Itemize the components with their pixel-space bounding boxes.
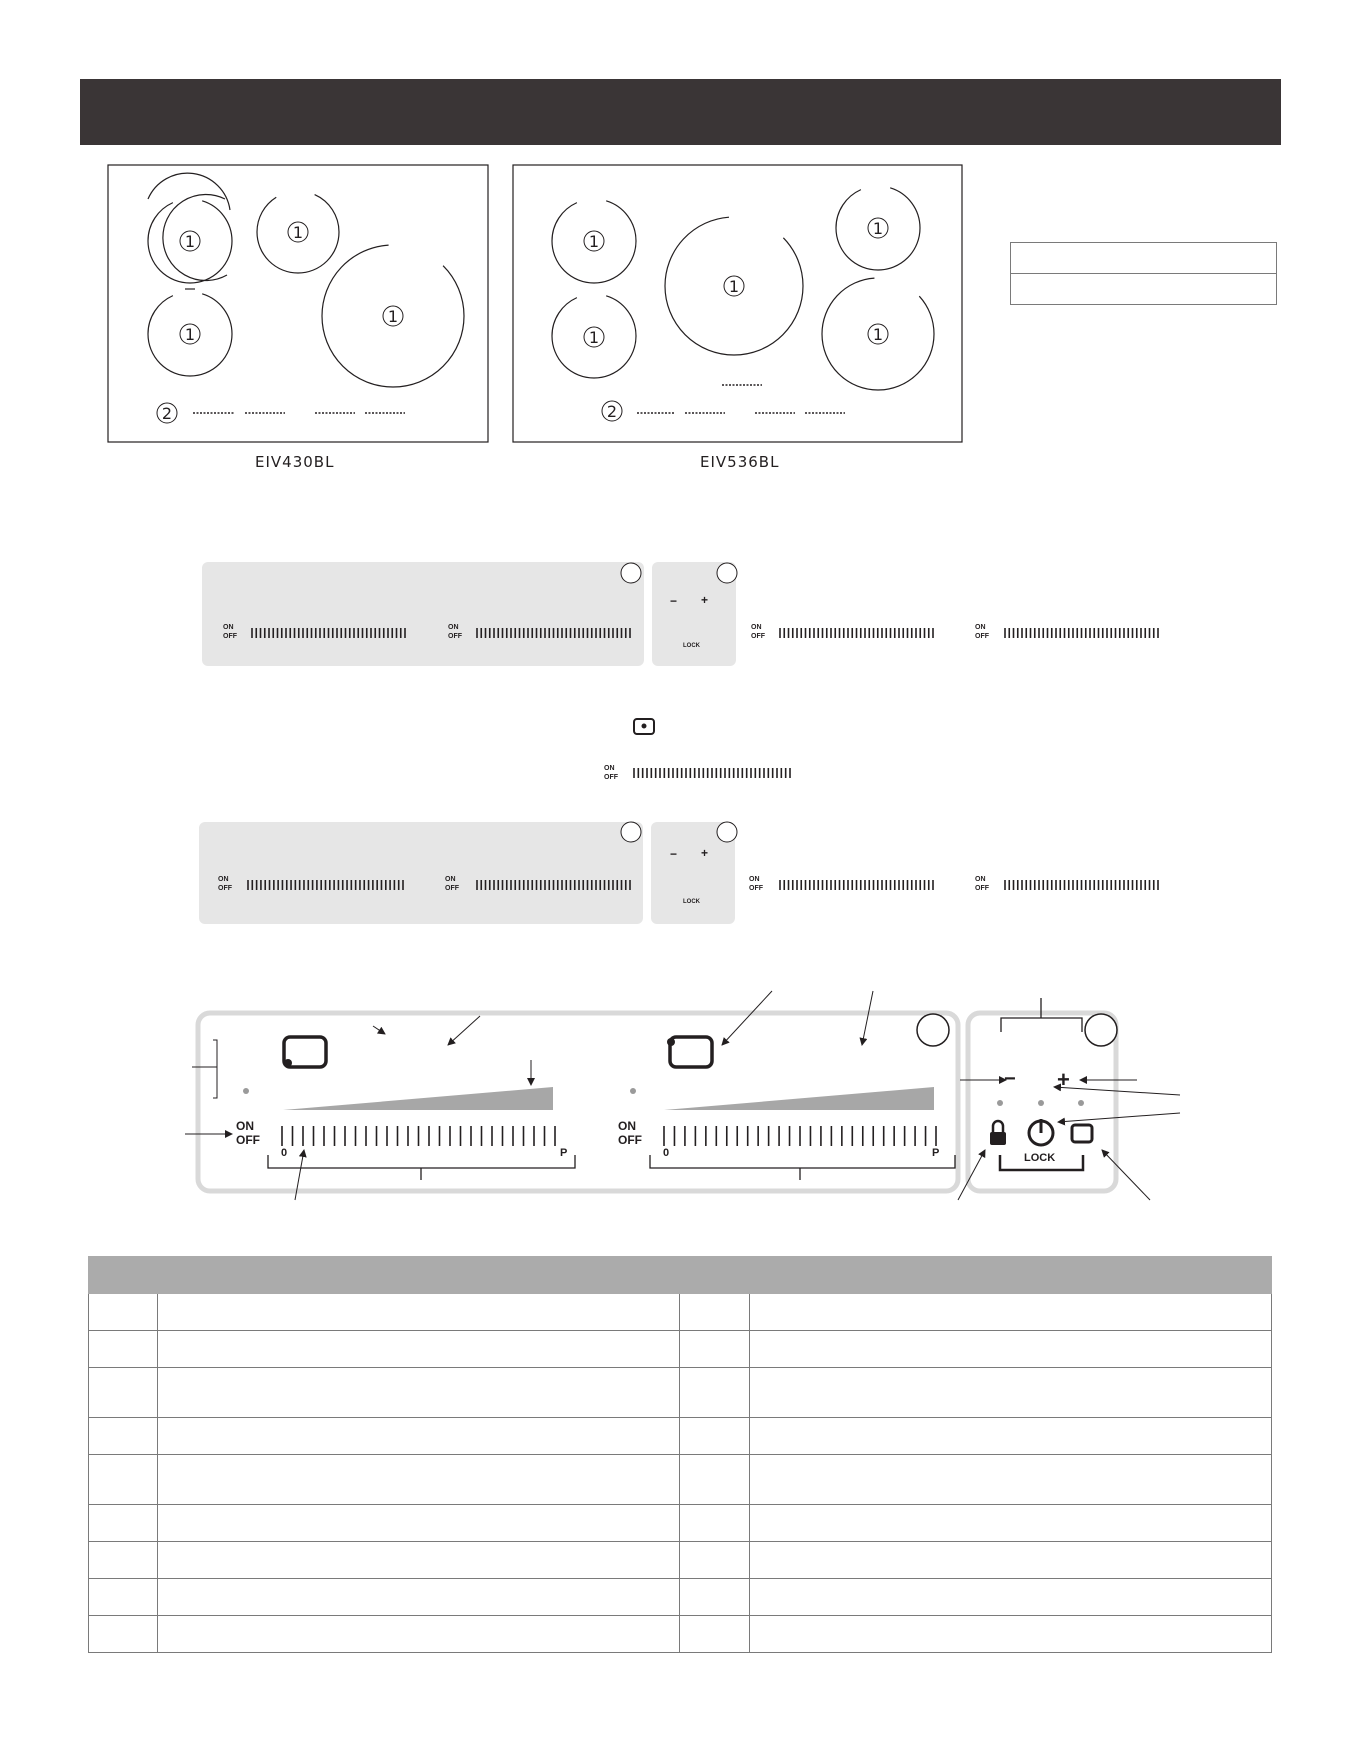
slider-max-label: P bbox=[560, 1147, 568, 1159]
spec-table-cell bbox=[158, 1579, 680, 1616]
spec-table-cell bbox=[158, 1616, 680, 1653]
side-legend-row bbox=[1011, 243, 1276, 274]
spec-table-cell bbox=[749, 1579, 1271, 1616]
spec-table-cell bbox=[680, 1455, 749, 1505]
zone-label: 1 bbox=[728, 277, 740, 296]
spec-table-cell bbox=[680, 1331, 749, 1368]
zone-label: 1 bbox=[184, 232, 196, 251]
spec-table-cell bbox=[680, 1542, 749, 1579]
single-zone-control bbox=[634, 719, 654, 734]
cooktop-eiv430bl bbox=[108, 165, 488, 442]
control-label: 2 bbox=[606, 402, 618, 421]
zone-label: 1 bbox=[184, 325, 196, 344]
slider-max-label: P bbox=[932, 1147, 940, 1159]
control-strip-1 bbox=[202, 562, 737, 666]
zone-label: 1 bbox=[588, 232, 600, 251]
spec-table-cell bbox=[680, 1616, 749, 1653]
spec-table-cell bbox=[89, 1616, 158, 1653]
off-label: OFF bbox=[749, 885, 763, 892]
off-label: OFF bbox=[236, 1133, 260, 1147]
spec-table-cell bbox=[89, 1418, 158, 1455]
zone-labels-eiv536bl bbox=[584, 218, 888, 421]
spec-table-cell bbox=[749, 1418, 1271, 1455]
spec-table-row bbox=[89, 1579, 1272, 1616]
spec-table bbox=[88, 1256, 1272, 1653]
lock-label: LOCK bbox=[683, 643, 700, 649]
spec-table-row bbox=[89, 1542, 1272, 1579]
model-name-eiv536bl: EIV536BL bbox=[700, 453, 780, 471]
plus-button: + bbox=[1057, 1067, 1070, 1092]
spec-table-cell bbox=[749, 1542, 1271, 1579]
plus-button: + bbox=[701, 593, 709, 607]
mini-controls-eiv536bl bbox=[637, 385, 845, 413]
on-label: ON bbox=[445, 876, 456, 883]
zone-label: 1 bbox=[872, 325, 884, 344]
spec-table-cell bbox=[749, 1505, 1271, 1542]
off-label: OFF bbox=[618, 1133, 642, 1147]
zone-label: 1 bbox=[292, 223, 304, 242]
minus-button: − bbox=[1004, 1068, 1016, 1090]
off-label: OFF bbox=[975, 633, 989, 640]
spec-table-row bbox=[89, 1331, 1272, 1368]
spec-table-row bbox=[89, 1455, 1272, 1505]
spec-table-cell bbox=[680, 1579, 749, 1616]
spec-table-cell bbox=[158, 1505, 680, 1542]
spec-table-cell bbox=[158, 1455, 680, 1505]
spec-table-cell bbox=[749, 1616, 1271, 1653]
spec-table-cell bbox=[680, 1505, 749, 1542]
spec-table-cell bbox=[89, 1331, 158, 1368]
spec-table-row bbox=[89, 1418, 1272, 1455]
spec-table-cell bbox=[158, 1331, 680, 1368]
on-label: ON bbox=[975, 624, 986, 631]
spec-table-cell bbox=[158, 1418, 680, 1455]
cooktop-zone-icon bbox=[670, 1037, 712, 1067]
spec-table-cell bbox=[680, 1368, 749, 1418]
lock-icon bbox=[990, 1132, 1006, 1145]
spec-table-cell bbox=[89, 1579, 158, 1616]
spec-table-row bbox=[89, 1294, 1272, 1331]
on-label: ON bbox=[618, 1119, 636, 1133]
side-legend-table bbox=[1010, 242, 1277, 305]
off-label: OFF bbox=[223, 633, 237, 640]
spec-table-row bbox=[89, 1368, 1272, 1418]
minus-button: − bbox=[670, 847, 678, 861]
zone-label: 1 bbox=[387, 307, 399, 326]
off-label: OFF bbox=[604, 774, 618, 781]
spec-table-cell bbox=[89, 1505, 158, 1542]
on-label: ON bbox=[223, 624, 234, 631]
off-label: OFF bbox=[445, 885, 459, 892]
cooktop-eiv536bl bbox=[513, 165, 962, 442]
detailed-control-panel bbox=[185, 991, 1180, 1200]
on-label: ON bbox=[749, 876, 760, 883]
spec-table-row bbox=[89, 1616, 1272, 1653]
off-label: OFF bbox=[448, 633, 462, 640]
on-label: ON bbox=[604, 765, 615, 772]
off-label: OFF bbox=[751, 633, 765, 640]
zone-label: 1 bbox=[872, 219, 884, 238]
spec-table-row bbox=[89, 1505, 1272, 1542]
side-legend-row bbox=[1011, 274, 1276, 304]
power-level-bar bbox=[664, 1087, 934, 1110]
minus-button: − bbox=[670, 594, 678, 608]
on-label: ON bbox=[751, 624, 762, 631]
spec-table-cell bbox=[680, 1294, 749, 1331]
on-label: ON bbox=[236, 1119, 254, 1133]
spec-table-cell bbox=[89, 1294, 158, 1331]
on-label: ON bbox=[218, 876, 229, 883]
spec-table-cell bbox=[749, 1331, 1271, 1368]
control-label: 2 bbox=[161, 404, 173, 423]
zone-labels-eiv430bl bbox=[157, 222, 403, 423]
slider-min-label: 0 bbox=[281, 1147, 288, 1159]
spec-table-cell bbox=[89, 1368, 158, 1418]
spec-table-cell bbox=[89, 1455, 158, 1505]
slider-min-label: 0 bbox=[663, 1147, 670, 1159]
keep-warm-icon bbox=[1072, 1125, 1092, 1142]
lock-label: LOCK bbox=[683, 899, 700, 905]
spec-table-cell bbox=[749, 1455, 1271, 1505]
spec-table-cell bbox=[158, 1542, 680, 1579]
on-label: ON bbox=[975, 876, 986, 883]
control-strip-2 bbox=[199, 822, 737, 924]
spec-table-cell bbox=[89, 1542, 158, 1579]
spec-table-header bbox=[89, 1257, 1272, 1294]
spec-table-cell bbox=[749, 1368, 1271, 1418]
on-label: ON bbox=[448, 624, 459, 631]
spec-table-cell bbox=[158, 1368, 680, 1418]
spec-table-cell bbox=[680, 1418, 749, 1455]
lock-label: LOCK bbox=[1024, 1152, 1056, 1164]
zone-label: 1 bbox=[588, 328, 600, 347]
power-level-bar bbox=[283, 1087, 553, 1110]
off-label: OFF bbox=[218, 885, 232, 892]
plus-button: + bbox=[701, 846, 709, 860]
off-label: OFF bbox=[975, 885, 989, 892]
spec-table-cell bbox=[158, 1294, 680, 1331]
spec-table-cell bbox=[749, 1294, 1271, 1331]
model-name-eiv430bl: EIV430BL bbox=[255, 453, 335, 471]
